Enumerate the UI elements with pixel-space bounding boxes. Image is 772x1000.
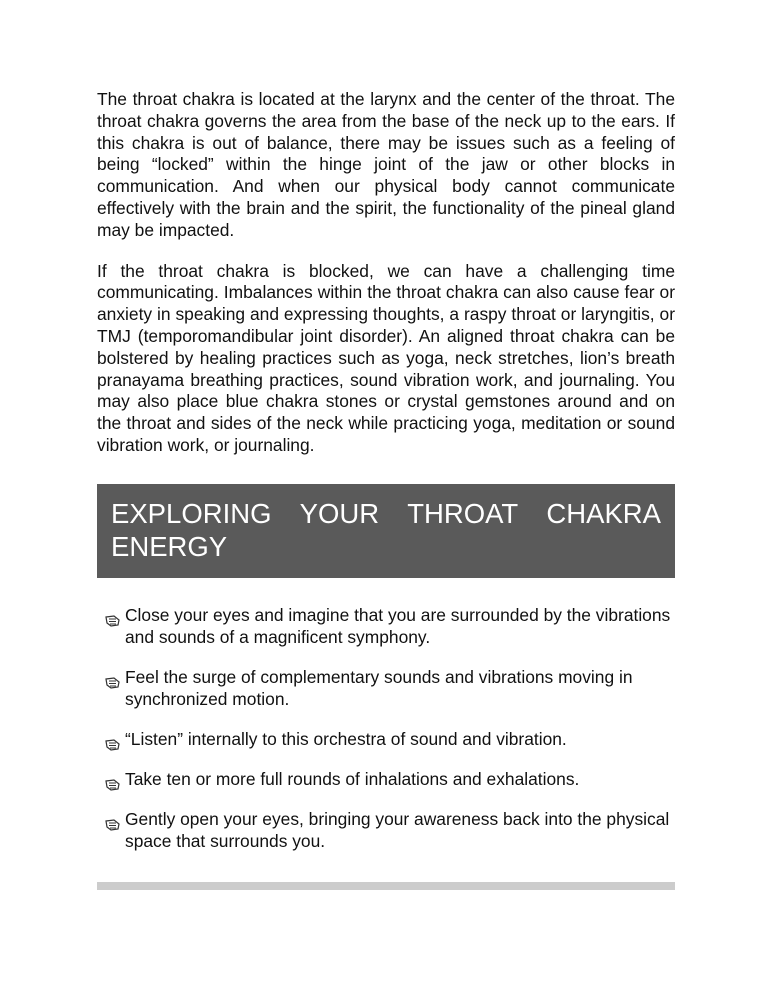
step-text: Close your eyes and imagine that you are surrounded by the vibrations and sounds of a magnificent symphony. xyxy=(125,604,671,647)
list-item xyxy=(97,768,675,790)
step-text: Take ten or more full rounds of inhalations and exhalations. xyxy=(125,768,580,789)
step-text: Gently open your eyes, bringing your awareness back into the physical space that surrounds you. xyxy=(125,808,670,851)
pointing-hand-icon xyxy=(105,774,120,787)
pointing-hand-icon xyxy=(105,610,120,623)
bottom-divider xyxy=(97,882,675,890)
section-heading-box xyxy=(97,484,675,578)
list-item xyxy=(97,604,675,648)
list-item xyxy=(97,728,675,750)
list-item xyxy=(97,666,675,710)
pointing-hand-icon xyxy=(105,814,120,827)
paragraph-intro: The throat chakra is located at the larynx and the center of the throat. The throat chakra governs the area from the base of the neck up to the ears. If this chakra is out of balance, there may be issues such as a feeling of being “locked” within the hinge joint of the jaw or other blocks in communication. And when our physical body cannot communicate effectively with the brain and the spirit, the functionality of the pineal gland may be impacted. xyxy=(97,89,675,240)
step-text: “Listen” internally to this orchestra of sound and vibration. xyxy=(125,728,567,749)
exercise-steps-list xyxy=(97,604,675,852)
section-heading: EXPLORING YOUR THROAT CHAKRA ENERGY xyxy=(111,497,661,562)
step-text: Feel the surge of complementary sounds and vibrations moving in synchronized motion. xyxy=(125,666,633,709)
list-item xyxy=(97,808,675,852)
document-page xyxy=(97,89,675,890)
pointing-hand-icon xyxy=(105,672,120,685)
paragraph-blocked: If the throat chakra is blocked, we can have a challenging time communicating. Imbalances within the throat chakra can also cause fear or anxiety in speaking and expressing thoughts, a raspy throat or laryngitis, or TMJ (temporomandibular joint disorder). An aligned throat chakra can be bolstered by healing practices such as yoga, neck stretches, lion’s breath pranayama breathing practices, sound vibration work, and journaling. You may also place blue chakra stones or crystal gemstones around and on the throat and sides of the neck while practicing yoga, meditation or sound vibration work, or journaling. xyxy=(97,260,675,455)
pointing-hand-icon xyxy=(105,734,120,747)
